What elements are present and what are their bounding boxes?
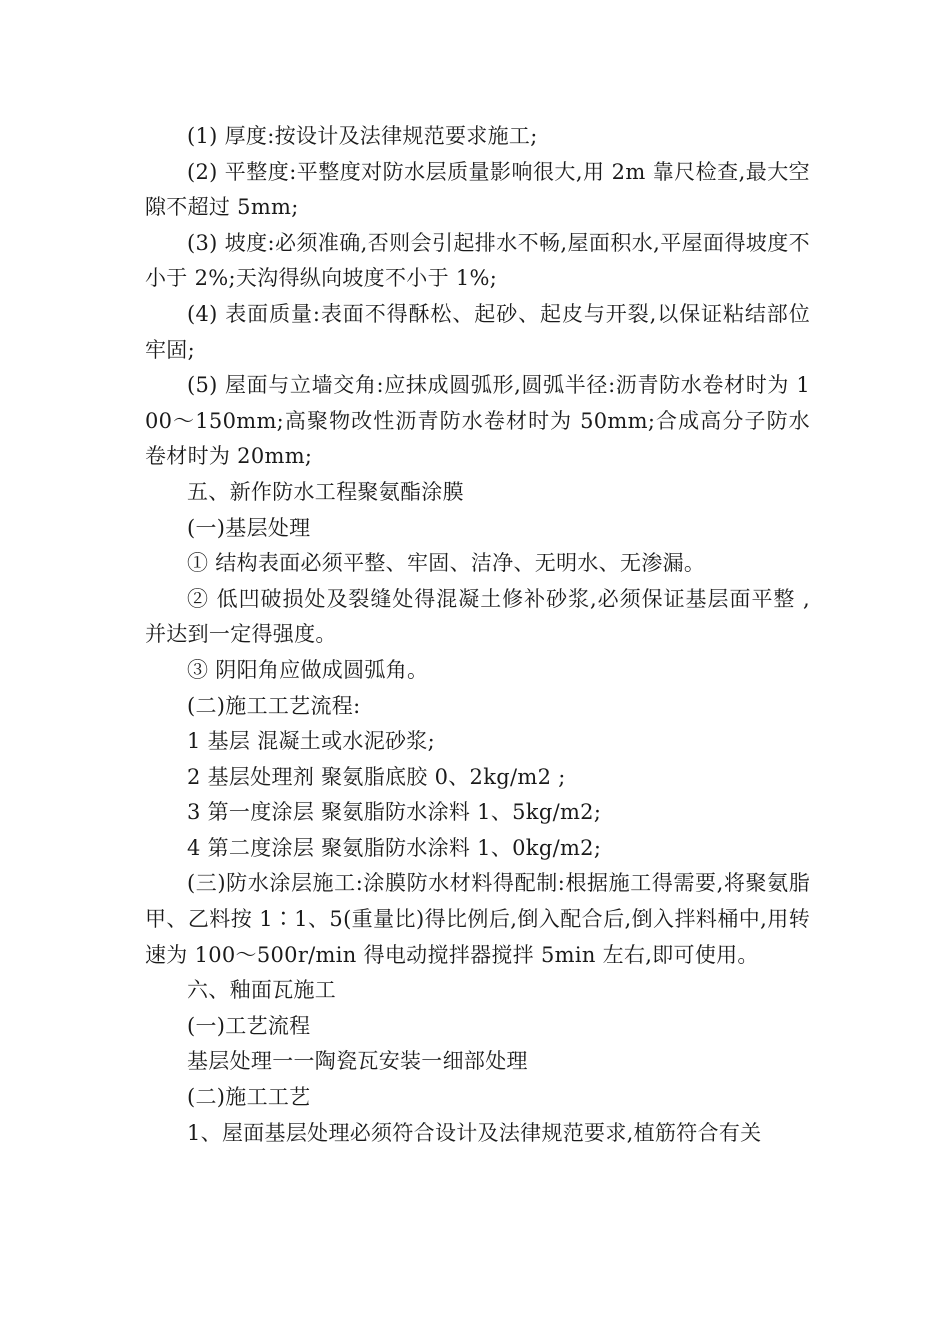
- paragraph-thickness: (1) 厚度:按设计及法律规范要求施工;: [187, 124, 538, 148]
- section-heading-glazed-tile: 六、釉面瓦施工: [187, 978, 337, 1003]
- list-item-base-1: ① 结构表面必须平整、牢固、洁净、无明水、无渗漏。: [187, 551, 706, 576]
- paragraph-workflow-steps: 基层处理一一陶瓷瓦安装一细部处理: [187, 1049, 528, 1074]
- document-body: [145, 119, 810, 1151]
- process-step-1: 1 基层 混凝土或水泥砂浆;: [187, 729, 435, 754]
- paragraph-wall-corner: (5) 屋面与立墙交角:应抹成圆弧形,圆弧半径:沥青防水卷材时为 100～150mm;高聚物改性沥青防水卷材时为 50mm;合成高分子防水卷材时为 20mm;: [145, 373, 810, 469]
- paragraph-slope: (3) 坡度:必须准确,否则会引起排水不畅,屋面积水,平屋面得坡度不小于 2%;天沟得纵向坡度不小于 1%;: [145, 230, 810, 291]
- paragraph-roof-base-requirement: 1、屋面基层处理必须符合设计及法律规范要求,植筋符合有关: [187, 1120, 762, 1145]
- process-step-2: 2 基层处理剂 聚氨脂底胶 0、2kg/m2 ;: [187, 764, 566, 789]
- process-step-4: 4 第二度涂层 聚氨脂防水涂料 1、0kg/m2;: [187, 835, 602, 860]
- process-step-3: 3 第一度涂层 聚氨脂防水涂料 1、5kg/m2;: [187, 800, 602, 825]
- list-item-base-2: ② 低凹破损处及裂缝处得混凝土修补砂浆,必须保证基层面平整 , 并达到一定得强度。: [145, 586, 810, 647]
- list-item-base-3: ③ 阴阳角应做成圆弧角。: [187, 657, 429, 682]
- paragraph-flatness: (2) 平整度:平整度对防水层质量影响很大,用 2m 靠尺检查,最大空隙不超过 5mm;: [145, 159, 810, 220]
- subheading-workflow: (一)工艺流程: [187, 1013, 311, 1038]
- section-heading-polyurethane: 五、新作防水工程聚氨酯涂膜: [187, 479, 464, 504]
- paragraph-coating-construction: (三)防水涂层施工:涂膜防水材料得配制:根据施工得需要,将聚氨脂甲、乙料按 1∶1、5(重量比)得比例后,倒入配合后,倒入拌料桶中,用转速为 100～500r/min 得电动搅拌器搅拌 5min 左右,即可使用。: [145, 871, 810, 967]
- subheading-base-treatment: (一)基层处理: [187, 515, 311, 540]
- subheading-process-flow: (二)施工工艺流程:: [187, 693, 361, 718]
- subheading-construction-craft: (二)施工工艺: [187, 1085, 311, 1110]
- paragraph-surface-quality: (4) 表面质量:表面不得酥松、起砂、起皮与开裂,以保证粘结部位牢固;: [145, 301, 810, 362]
